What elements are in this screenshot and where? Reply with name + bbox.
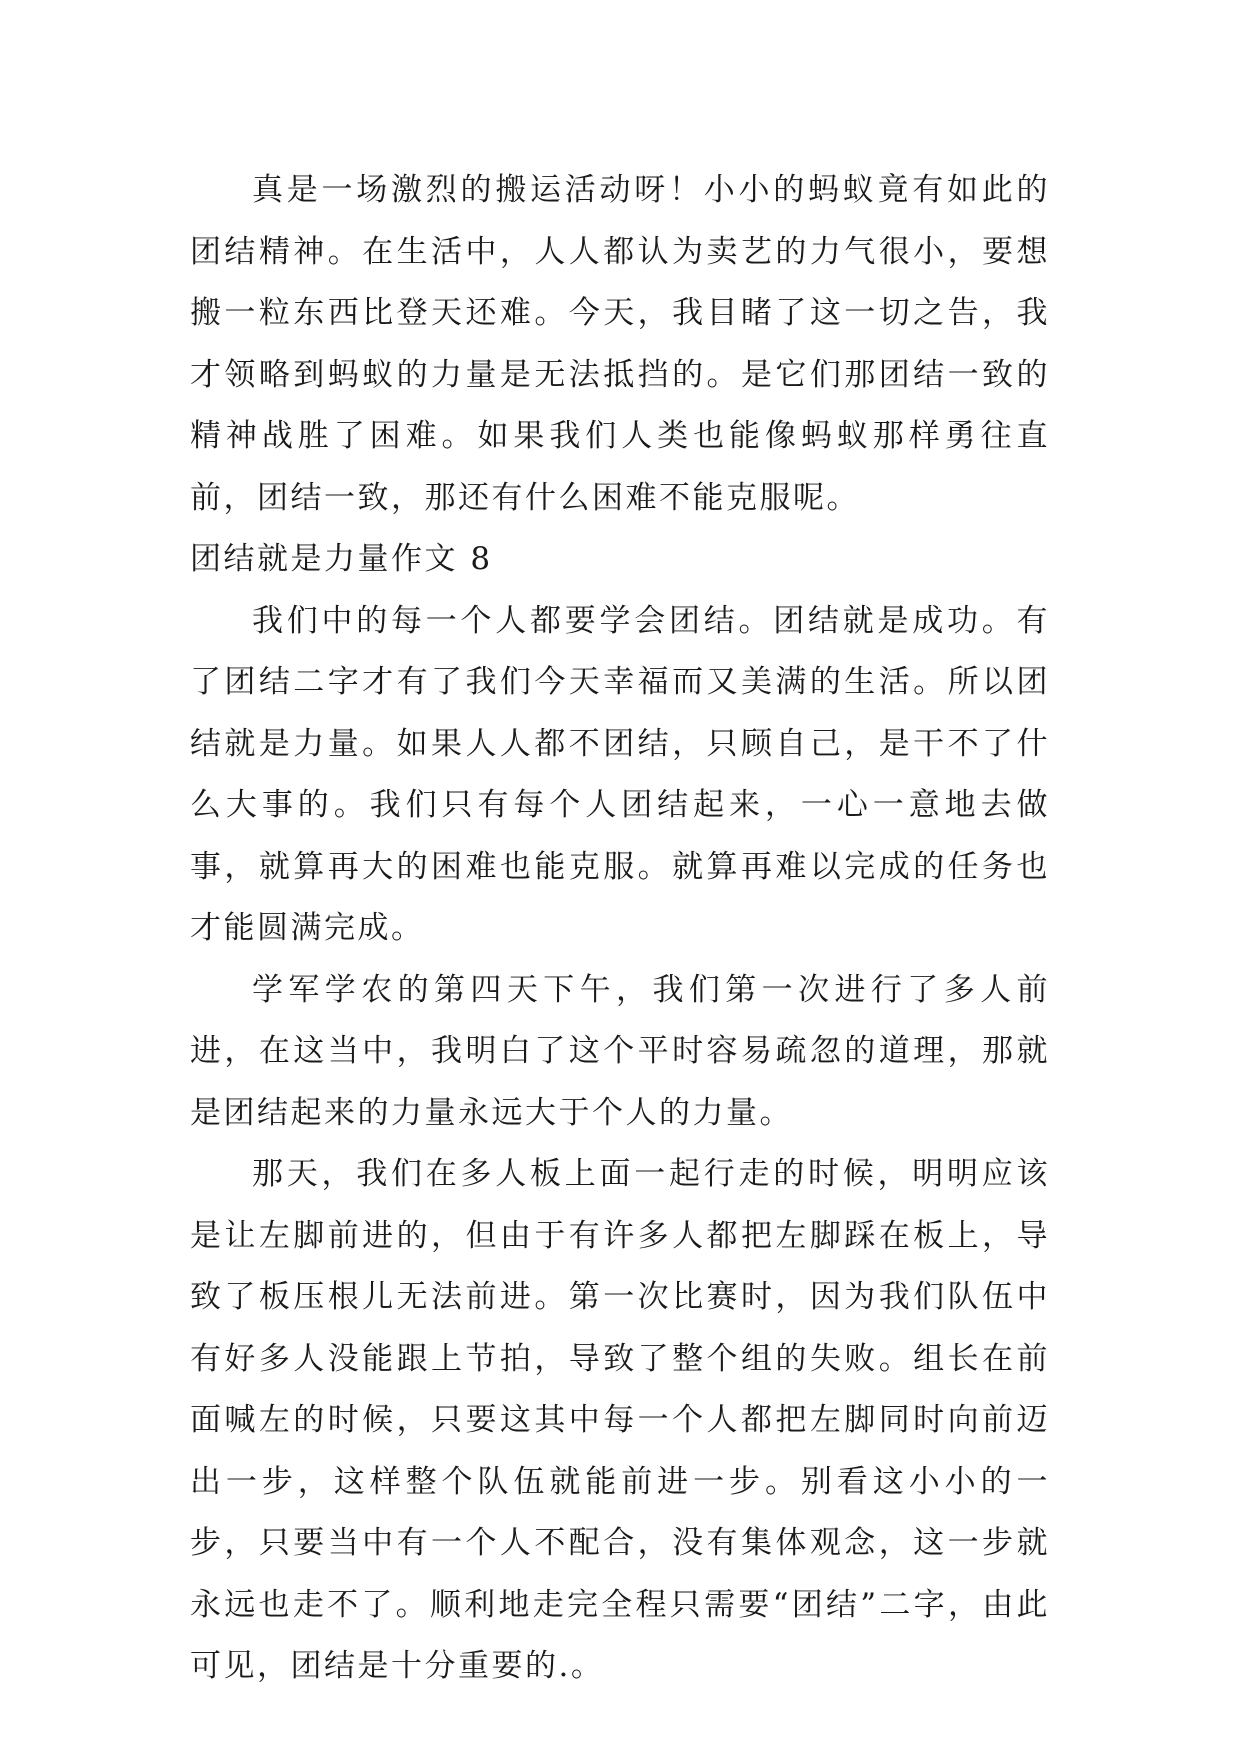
intro-paragraph: 真是一场激烈的搬运活动呀！小小的蚂蚁竟有如此的团结精神。在生活中，人人都认为卖艺的力气很小，要想搬一粒东西比登天还难。今天，我目睹了这一切之告，我才领略到蚂蚁的力量是无法抵挡的。是它们那团结一致的精神战胜了困难。如果我们人类也能像蚂蚁那样勇往直前，团结一致，那还有什么困难不能克服呢。 [190,172,1050,516]
body-paragraph-3: 那天，我们在多人板上面一起行走的时候，明明应该是让左脚前进的，但由于有许多人都把左脚踩在板上，导致了板压根儿无法前进。第一次比赛时，因为我们队伍中有好多人没能跟上节拍，导致了整个组的失败。组长在前面喊左的时候，只要这其中每一个人都把左脚同时向前迈出一步，这样整个队伍就能前进一步。别看这小小的一步，只要当中有一个人不配合，没有集体观念，这一步就永远也走不了。顺利地走完全程只需要“团结”二字，由此可见，团结是十分重要的.。 [190,1156,1050,1684]
document-page [190,160,1050,1698]
section-title: 团结就是力量作文 8 [190,541,493,577]
body-paragraph-1: 我们中的每一个人都要学会团结。团结就是成功。有了团结二字才有了我们今天幸福而又美满的生活。所以团结就是力量。如果人人都不团结，只顾自己，是干不了什么大事的。我们只有每个人团结起来，一心一意地去做事，就算再大的困难也能克服。就算再难以完成的任务也才能圆满完成。 [190,602,1050,946]
body-paragraph-2: 学军学农的第四天下午，我们第一次进行了多人前进，在这当中，我明白了这个平时容易疏忽的道理，那就是团结起来的力量永远大于个人的力量。 [190,971,1050,1131]
